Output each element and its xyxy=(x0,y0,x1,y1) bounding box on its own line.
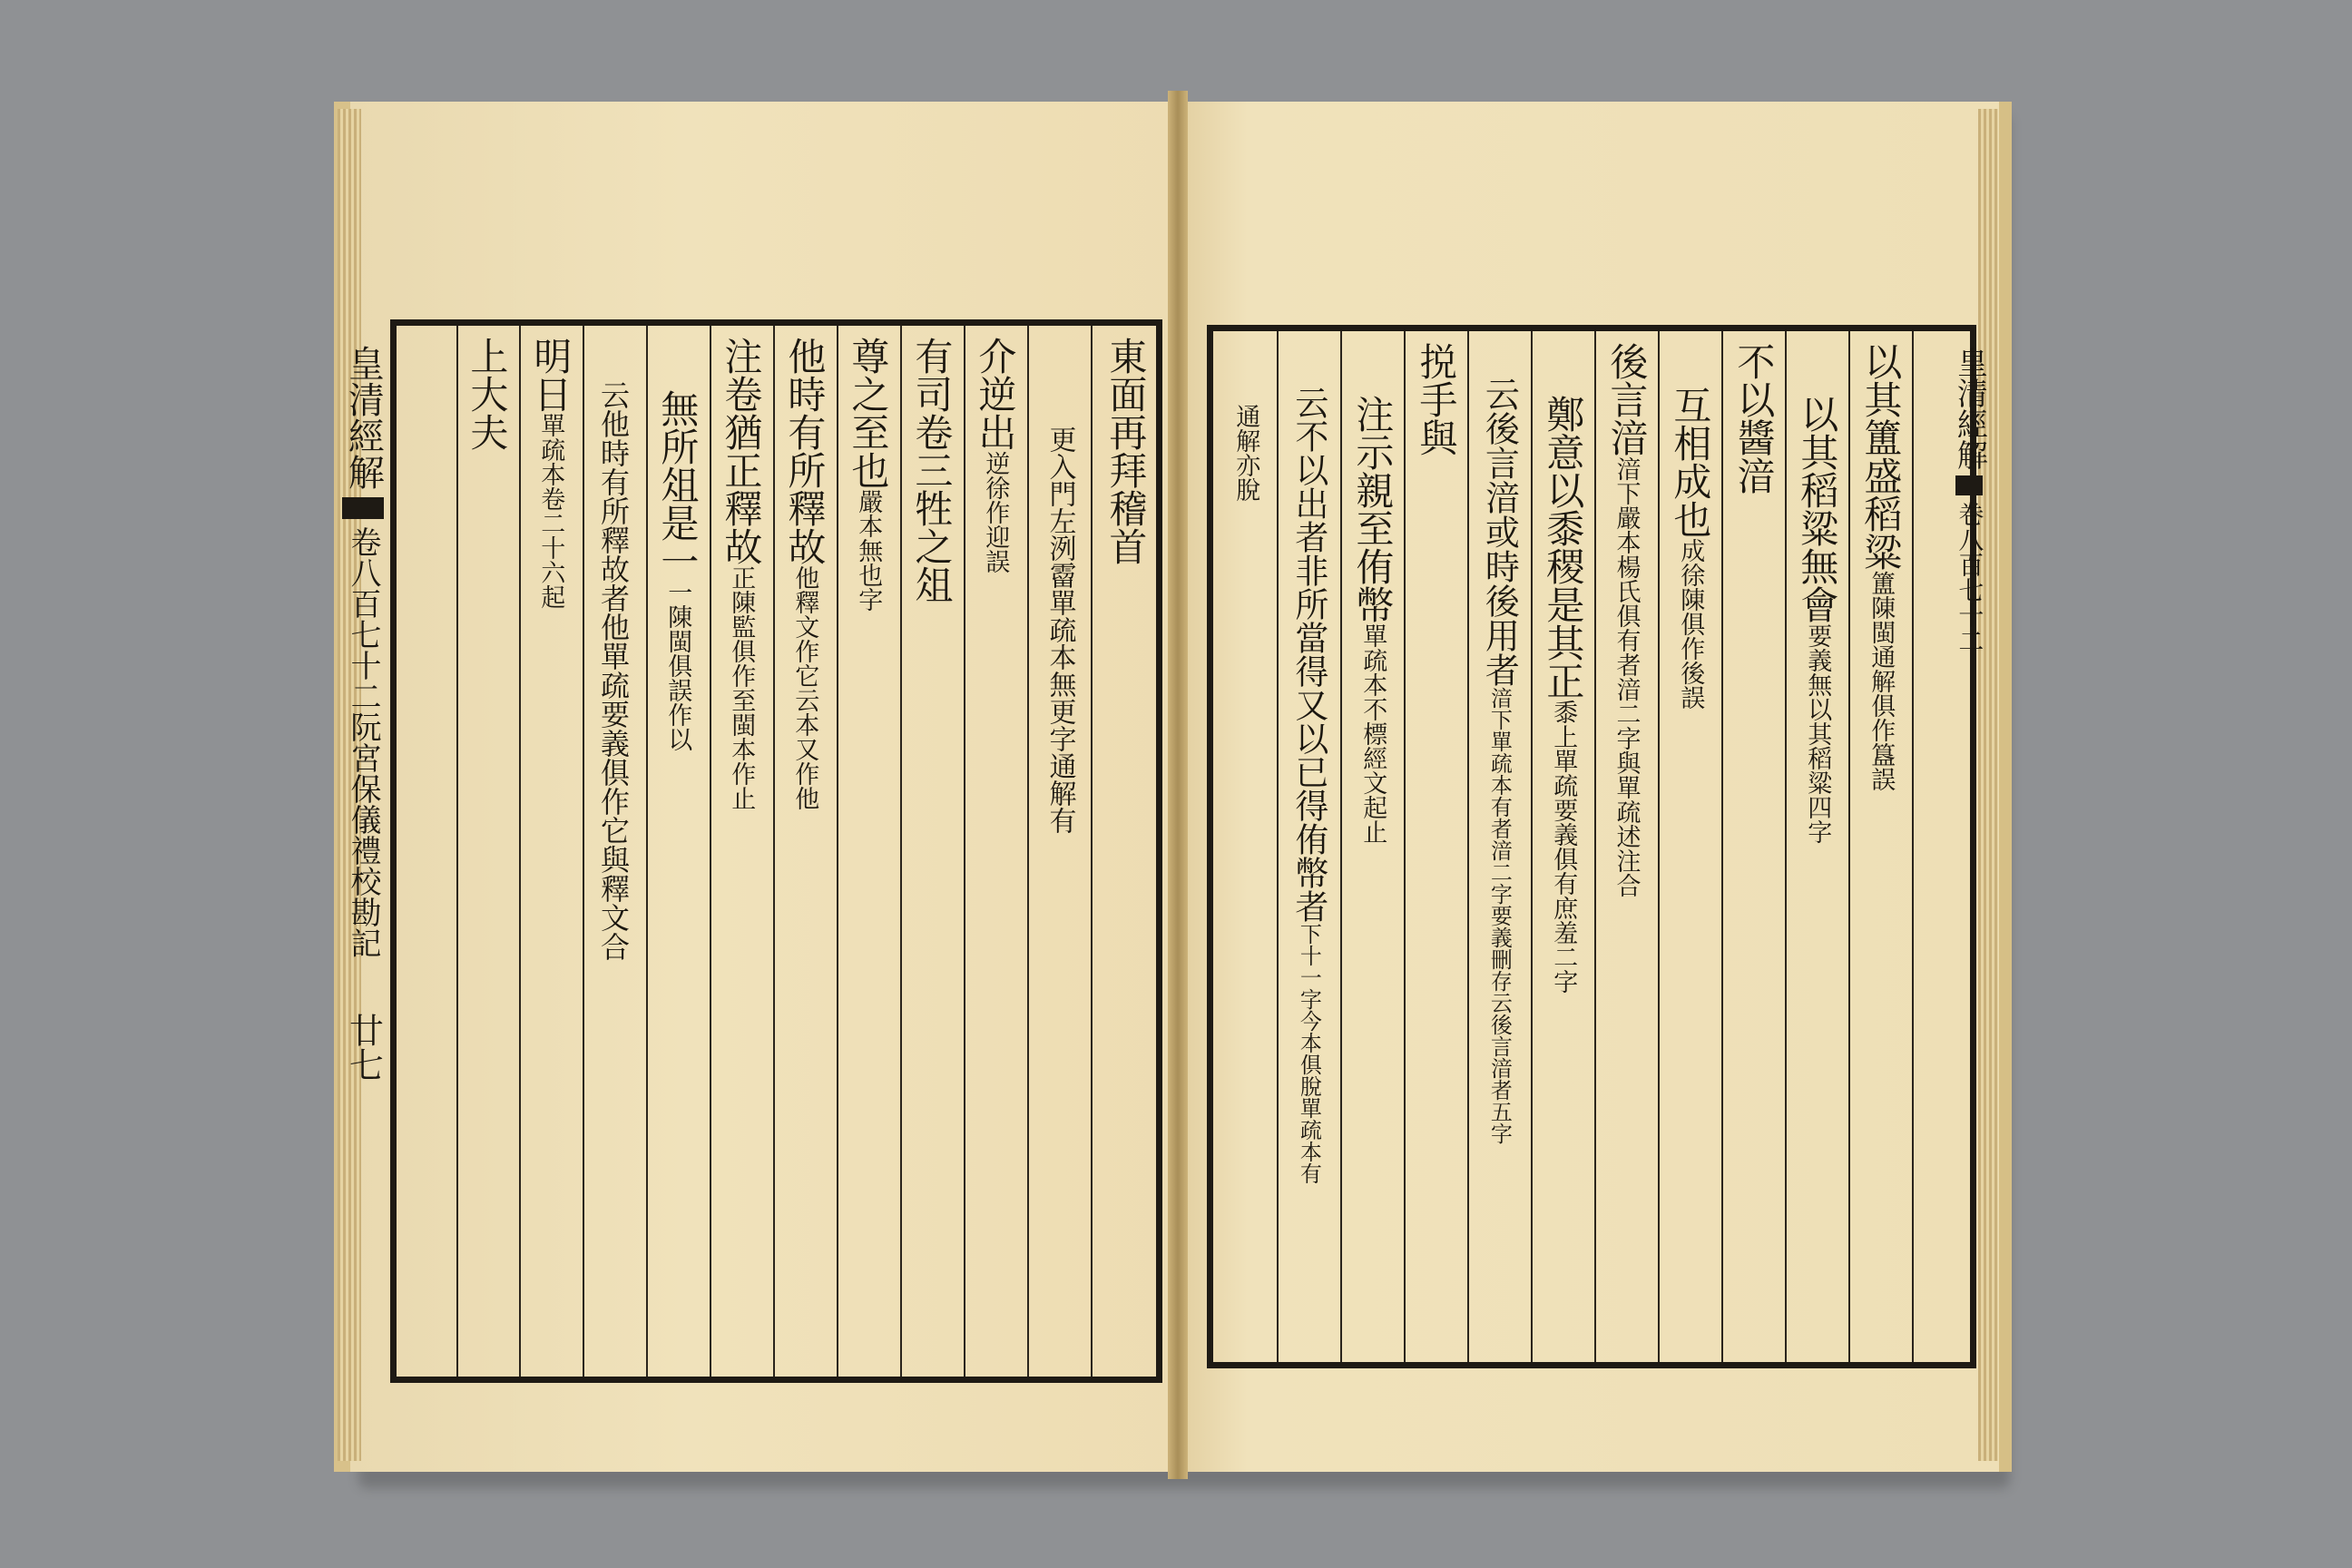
column-4: 有司卷三牲之俎 xyxy=(909,337,955,603)
column-7: 注卷猶正釋故 正陳監俱作至閩本作止 xyxy=(719,337,764,810)
right-column-10: 云不以出者非所當得又以已得侑幣者 下十一字今本俱脫單疏本有 xyxy=(1289,386,1328,1184)
right-page-edge xyxy=(1978,109,1998,1461)
left-margin-banxin: 皇清經解 卷八百七十二 阮宮保儀禮校勘記 廿七 xyxy=(342,345,385,1082)
column-9: 云他時有所釋故者他單疏要義俱作它與釋文合 xyxy=(596,380,631,961)
right-column-2: 以其稻粱無會 要義無以其稻粱四字 xyxy=(1795,395,1840,844)
column-6: 他時有所釋故 他釋文作它云本又作他 xyxy=(782,337,828,810)
column-5: 尊之至也 嚴本無也字 xyxy=(846,337,891,612)
left-page-frame xyxy=(390,319,1162,1383)
right-column-3: 不以醬湆 xyxy=(1731,342,1777,495)
right-column-9: 注示親至侑幣 單疏本不標經文起止 xyxy=(1350,395,1396,844)
right-column-1: 以其簠盛稻粱 簠陳閩通解俱作簋誤 xyxy=(1858,342,1904,791)
right-page-frame xyxy=(1207,325,1976,1368)
column-2: 更入門左洌霤單疏本無更字通解有 xyxy=(1044,426,1076,834)
right-column-5: 後言湆 湆下嚴本楊氏俱有者湆二字與單疏述注合 xyxy=(1604,342,1650,897)
column-10: 明日 單疏本卷二十六起 xyxy=(528,337,573,609)
right-column-6: 鄭意以黍稷是其正 黍上單疏要義俱有庶羞二字 xyxy=(1541,395,1586,994)
right-column-4: 互相成也 成徐陳俱作後誤 xyxy=(1668,386,1713,710)
book-gutter xyxy=(1168,91,1188,1479)
column-8: 無所俎是一 一陳閩俱誤作以 xyxy=(655,389,701,751)
column-11: 上大夫 xyxy=(465,337,510,451)
right-column-11: 通解亦脫 xyxy=(1231,404,1260,502)
right-column-7: 云後言湆或時後用者 湆下單疏本有者湆二字要義刪存云後言湆者五字 xyxy=(1479,377,1520,1144)
right-column-8: 捝手與 xyxy=(1414,342,1459,456)
right-margin-banxin: 皇清經解 卷八百七十二 xyxy=(1951,347,1988,653)
column-1: 東面再拜稽首 xyxy=(1103,337,1149,565)
column-3: 介逆出 逆徐作迎誤 xyxy=(973,337,1018,573)
